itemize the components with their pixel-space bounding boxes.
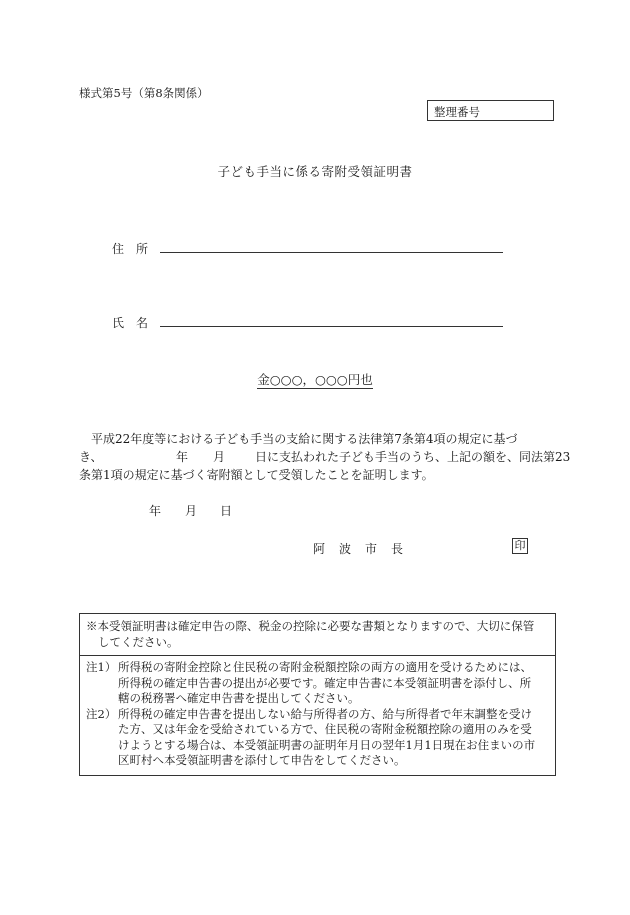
seal-stamp: 印 xyxy=(512,538,528,554)
notice-header xyxy=(80,614,555,656)
notes-section xyxy=(80,656,555,775)
document-title: 子ども手当に係る寄附受領証明書 xyxy=(217,164,413,179)
notice-line-1: ※本受領証明書は確定申告の際、税金の控除に必要な書類となりますので、大切に保管 xyxy=(86,619,535,633)
notice-box xyxy=(79,613,556,776)
address-line xyxy=(160,252,503,253)
date-month: 月 xyxy=(185,504,198,518)
amount xyxy=(0,370,630,388)
body-line-2-month: 月 xyxy=(213,450,226,464)
note-1-line: 轄の税務署へ確定申告書を提出してください。 xyxy=(118,691,360,705)
note-2-label: 注2） xyxy=(86,706,117,721)
date-day: 日 xyxy=(220,504,233,518)
form-number: 様式第5号（第8条関係） xyxy=(79,86,209,100)
name-line xyxy=(160,326,503,327)
issuer-title: 阿 波 市 長 xyxy=(313,542,405,556)
note-1-label: 注1） xyxy=(86,660,117,674)
note-1-line: 所得税の寄附金控除と住民税の寄附金税額控除の両方の適用を受けるためには、 xyxy=(118,660,532,674)
body-line-1: 平成22年度等における子ども手当の支給に関する法律第7条第4項の規定に基づ xyxy=(91,432,518,446)
body-line-2-year: 年 xyxy=(176,450,189,464)
body-line-2-start: き、 xyxy=(79,450,103,464)
note-2-line: けようとする場合は、本受領証明書の証明年月日の翌年1月1日現在お住まいの市 xyxy=(118,737,536,752)
name-label: 氏 名 xyxy=(112,316,149,330)
note-2-line: 所得税の確定申告書を提出しない給与所得者の方、給与所得者で年末調整を受け xyxy=(118,706,532,721)
body-line-3: 条第1項の規定に基づく寄附額として受領したことを証明します。 xyxy=(79,468,434,482)
date-year: 年 xyxy=(149,504,162,518)
note-2 xyxy=(86,707,549,769)
note-2-line: た方、又は年金を受給されている方で、住民税の寄附金税額控除の適用のみを受 xyxy=(118,722,532,736)
address-label: 住 所 xyxy=(112,242,149,256)
amount-text: 金○○○，○○○円也 xyxy=(257,372,373,387)
note-2-line: 区町村へ本受領証明書を添付して申告をしてください。 xyxy=(118,753,406,767)
notice-line-2: してください。 xyxy=(98,635,179,649)
note-1-line: 所得税の確定申告書の提出が必要です。確定申告書に本受領証明書を添付し、所 xyxy=(118,675,532,690)
body-line-2-rest: 日に支払われた子ども手当のうち、上記の額を、同法第23 xyxy=(255,450,571,464)
reference-number-box: 整理番号 xyxy=(427,100,554,121)
note-1 xyxy=(86,660,549,707)
